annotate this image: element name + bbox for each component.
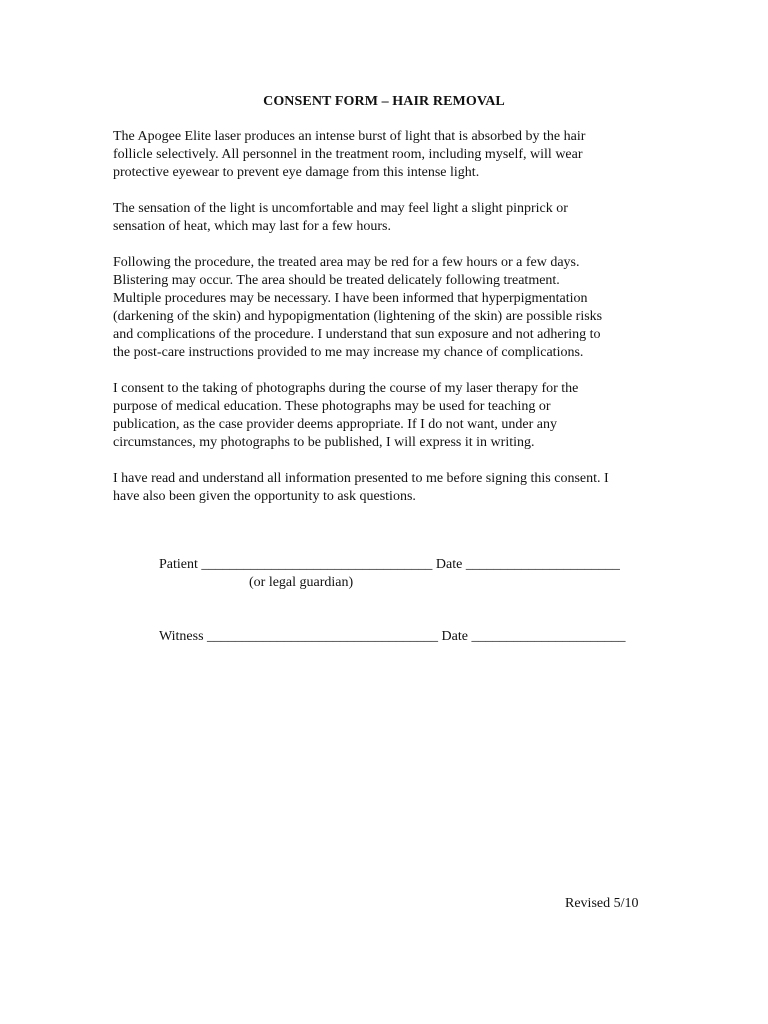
paragraph-line: I have read and understand all information presented to me before signing this consent. I [113, 471, 609, 486]
paragraph-line: follicle selectively. All personnel in the treatment room, including myself, will wear [113, 147, 583, 162]
paragraph-line: have also been given the opportunity to ask questions. [113, 489, 416, 504]
paragraph-line: The sensation of the light is uncomfortable and may feel light a slight pinprick or [113, 201, 568, 216]
paragraph-line: The Apogee Elite laser produces an intense burst of light that is absorbed by the hair [113, 129, 586, 144]
paragraph-line: I consent to the taking of photographs during the course of my laser therapy for the [113, 381, 579, 396]
paragraph-risks [113, 254, 658, 362]
witness-signature-line[interactable]: _________________________________ [207, 629, 439, 644]
paragraph-line: sensation of heat, which may last for a few hours. [113, 219, 391, 234]
paragraph-line: protective eyewear to prevent eye damage from this intense light. [113, 165, 480, 180]
paragraph-photographs [113, 380, 658, 452]
paragraph-acknowledgement [113, 470, 658, 506]
form-title: CONSENT FORM – HAIR REMOVAL [263, 94, 505, 109]
patient-date-label: Date [435, 557, 463, 572]
paragraph-line: Multiple procedures may be necessary. I have been informed that hyperpigmentation [113, 291, 588, 306]
paragraph-line: the post-care instructions provided to me may increase my chance of complications. [113, 345, 584, 360]
paragraph-line: publication, as the case provider deems appropriate. If I do not want, under any [113, 417, 557, 432]
witness-date-label: Date [441, 629, 468, 644]
patient-label: Patient [159, 557, 198, 572]
revision-note: Revised 5/10 [565, 896, 639, 911]
paragraph-line: purpose of medical education. These photographs may be used for teaching or [113, 399, 551, 414]
patient-signature-line[interactable]: _________________________________ [201, 557, 433, 572]
paragraph-line: circumstances, my photographs to be published, I will express it in writing. [113, 435, 535, 450]
paragraph-line: and complications of the procedure. I understand that sun exposure and not adhering to [113, 327, 601, 342]
witness-signature-row [159, 629, 625, 645]
witness-label: Witness [159, 629, 204, 644]
paragraph-line: Blistering may occur. The area should be treated delicately following treatment. [113, 273, 560, 288]
paragraph-sensation [113, 200, 658, 236]
patient-signature-row [159, 557, 620, 573]
legal-guardian-note: (or legal guardian) [249, 575, 354, 590]
witness-date-line[interactable]: ______________________ [471, 629, 626, 644]
patient-date-line[interactable]: ______________________ [465, 557, 620, 572]
paragraph-laser-description [113, 128, 658, 182]
form-body [113, 128, 658, 524]
paragraph-line: (darkening of the skin) and hypopigmentation (lightening of the skin) are possible risks [113, 309, 603, 324]
paragraph-line: Following the procedure, the treated area may be red for a few hours or a few days. [113, 255, 580, 270]
